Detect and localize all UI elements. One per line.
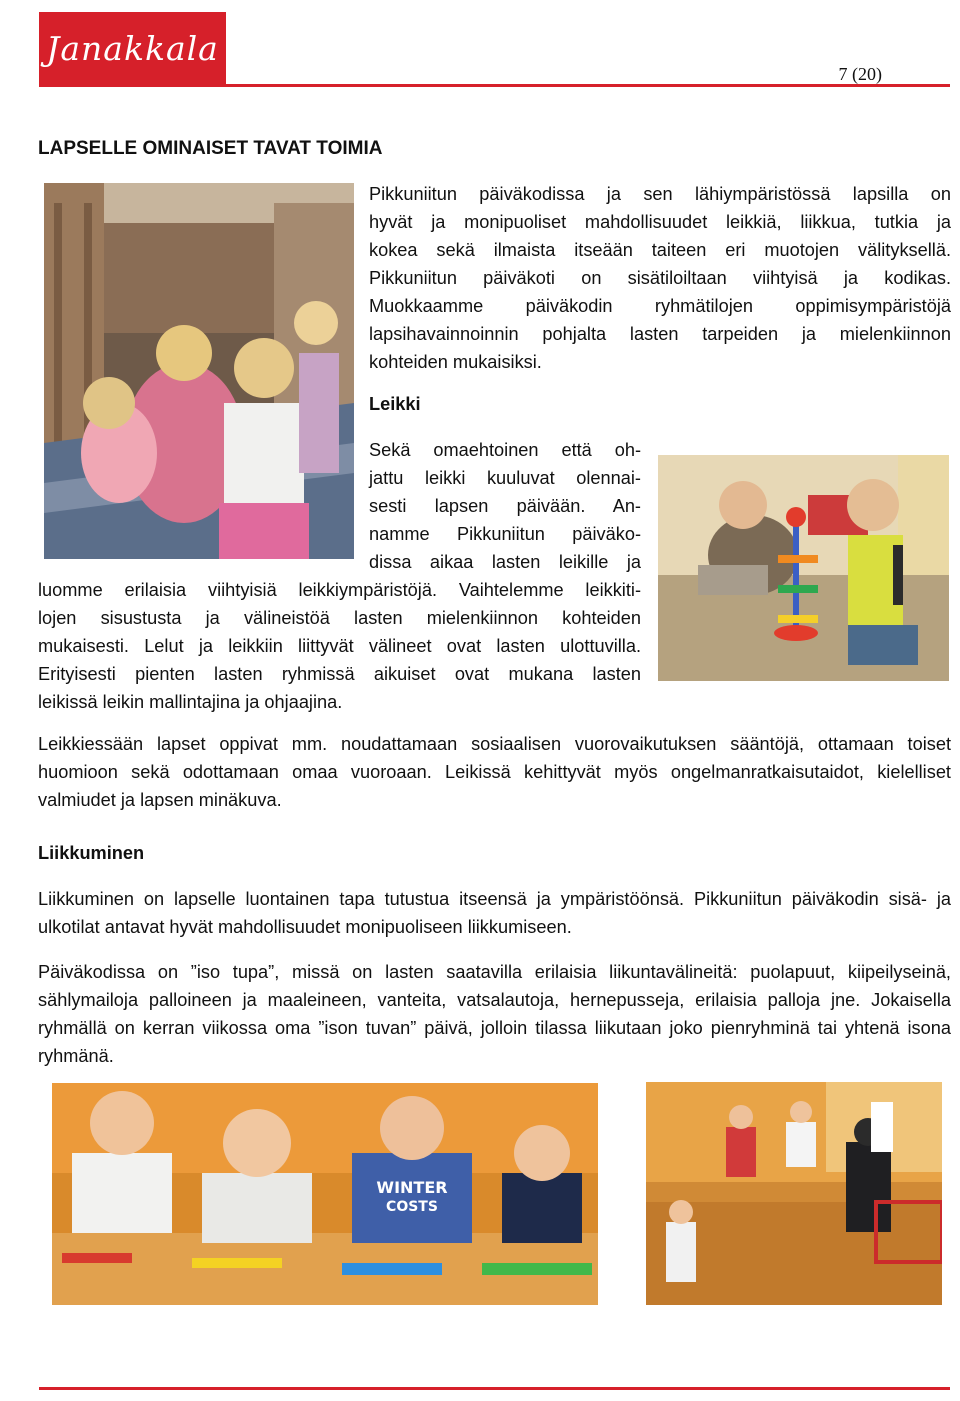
intro-line: kokea sekä ilmaista itseään taiteen eri muotojen välityksellä.: [369, 240, 951, 260]
header-rule: [39, 84, 950, 87]
leikki-line: Erityisesti pienten lasten ryhmissä aikuiset ovat mukana lasten: [38, 664, 641, 684]
footer-rule: [39, 1387, 950, 1390]
heading-leikki: Leikki: [369, 394, 421, 414]
shirt-text-2: COSTS: [386, 1199, 438, 1215]
janakkala-logo: [39, 12, 226, 84]
leikki-line: luomme erilaisia viihtyisiä leikkiympäristöjä. Vaihtelemme leikkiti-: [38, 580, 641, 600]
intro-line: Pikkuniitun päiväkodissa ja sen lähiympäristössä lapsilla on: [369, 184, 951, 204]
leikki-line: leikissä leikin mallintajina ja ohjaajina.: [38, 692, 343, 712]
leikki-wide-text: [38, 576, 641, 716]
photo-boys-marble-run: [658, 455, 949, 681]
leikki-line: Sekä omaehtoinen että oh-: [369, 440, 641, 460]
liikkuminen-paragraph-1: Liikkuminen on lapselle luontainen tapa tutustua itseensä ja ympäristöönsä. Pikkuniitun päiväkodin sisä- ja ulkotilat antavat hyvät mahdollisuudet monipuoliseen liikkumiseen.: [38, 889, 951, 937]
leikki-line: namme Pikkuniitun päiväko-: [369, 524, 641, 544]
liikkuminen-paragraph-2: Päiväkodissa on ”iso tupa”, missä on lasten saatavilla erilaisia liikuntavälineitä: puolapuut, kiipeilyseinä, sählymailoja palloineen ja maaleineen, vanteita, vatsalautoja, hernepusseja, erilaisia palloja jne. Jokaisella ryhmällä on kerran viikossa oma ”ison tuvan” päivä, jolloin tilassa liikutaan joko pienryhminä tai yhtenä isona ryhmänä.: [38, 962, 951, 1066]
intro-line: hyvät ja monipuoliset mahdollisuudet leikkiä, liikkua, tutkia ja: [369, 212, 951, 232]
logo-text: Janakkala: [46, 28, 219, 68]
intro-line: Muokkaamme päiväkodin ryhmätilojen oppimisympäristöjä: [369, 296, 951, 316]
intro-line: kohteiden mukaisiksi.: [369, 352, 542, 372]
leikki-line: jattu leikki kuuluvat olennai-: [369, 468, 641, 488]
heading-liikkuminen: Liikkuminen: [38, 843, 145, 863]
shirt-text: WINTER: [376, 1178, 448, 1197]
leikki-line: lojen sisustusta ja välineistöä lasten mielenkiinnon kohteiden: [38, 608, 641, 628]
intro-paragraph: [369, 180, 951, 376]
leikki-line: dissa aikaa lasten leikille ja: [369, 552, 641, 572]
leikki-line: sesti lapsen päivään. An-: [369, 496, 641, 516]
leikki-paragraph-2: Leikkiessään lapset oppivat mm. noudattamaan sosiaalisen vuorovaikutuksen sääntöjä, ottamaan toiset huomioon sekä odottamaan omaa vuoroaan. Leikissä kehittyvät myös ongelmanratkaisutaidot, kielelliset valmiudet ja lapsen minäkuva.: [38, 734, 951, 810]
section-title: LAPSELLE OMINAISET TAVAT TOIMIA: [38, 138, 383, 159]
photo-floorball: [646, 1082, 942, 1305]
leikki-narrow-text: [369, 436, 641, 576]
page-number: 7 (20): [838, 64, 882, 84]
photo-scooter-boards: [52, 1083, 598, 1305]
leikki-line: mukaisesti. Lelut ja leikkiin liittyvät välineet ovat lasten ulottuvilla.: [38, 636, 641, 656]
intro-line: Pikkuniitun päiväkoti on sisätiloiltaan viihtyisä ja kodikas.: [369, 268, 951, 288]
intro-line: lapsihavainnoinnin pohjalta lasten tarpeiden ja mielenkiinnon: [369, 324, 951, 344]
photo-girls-dancing: [44, 183, 354, 559]
